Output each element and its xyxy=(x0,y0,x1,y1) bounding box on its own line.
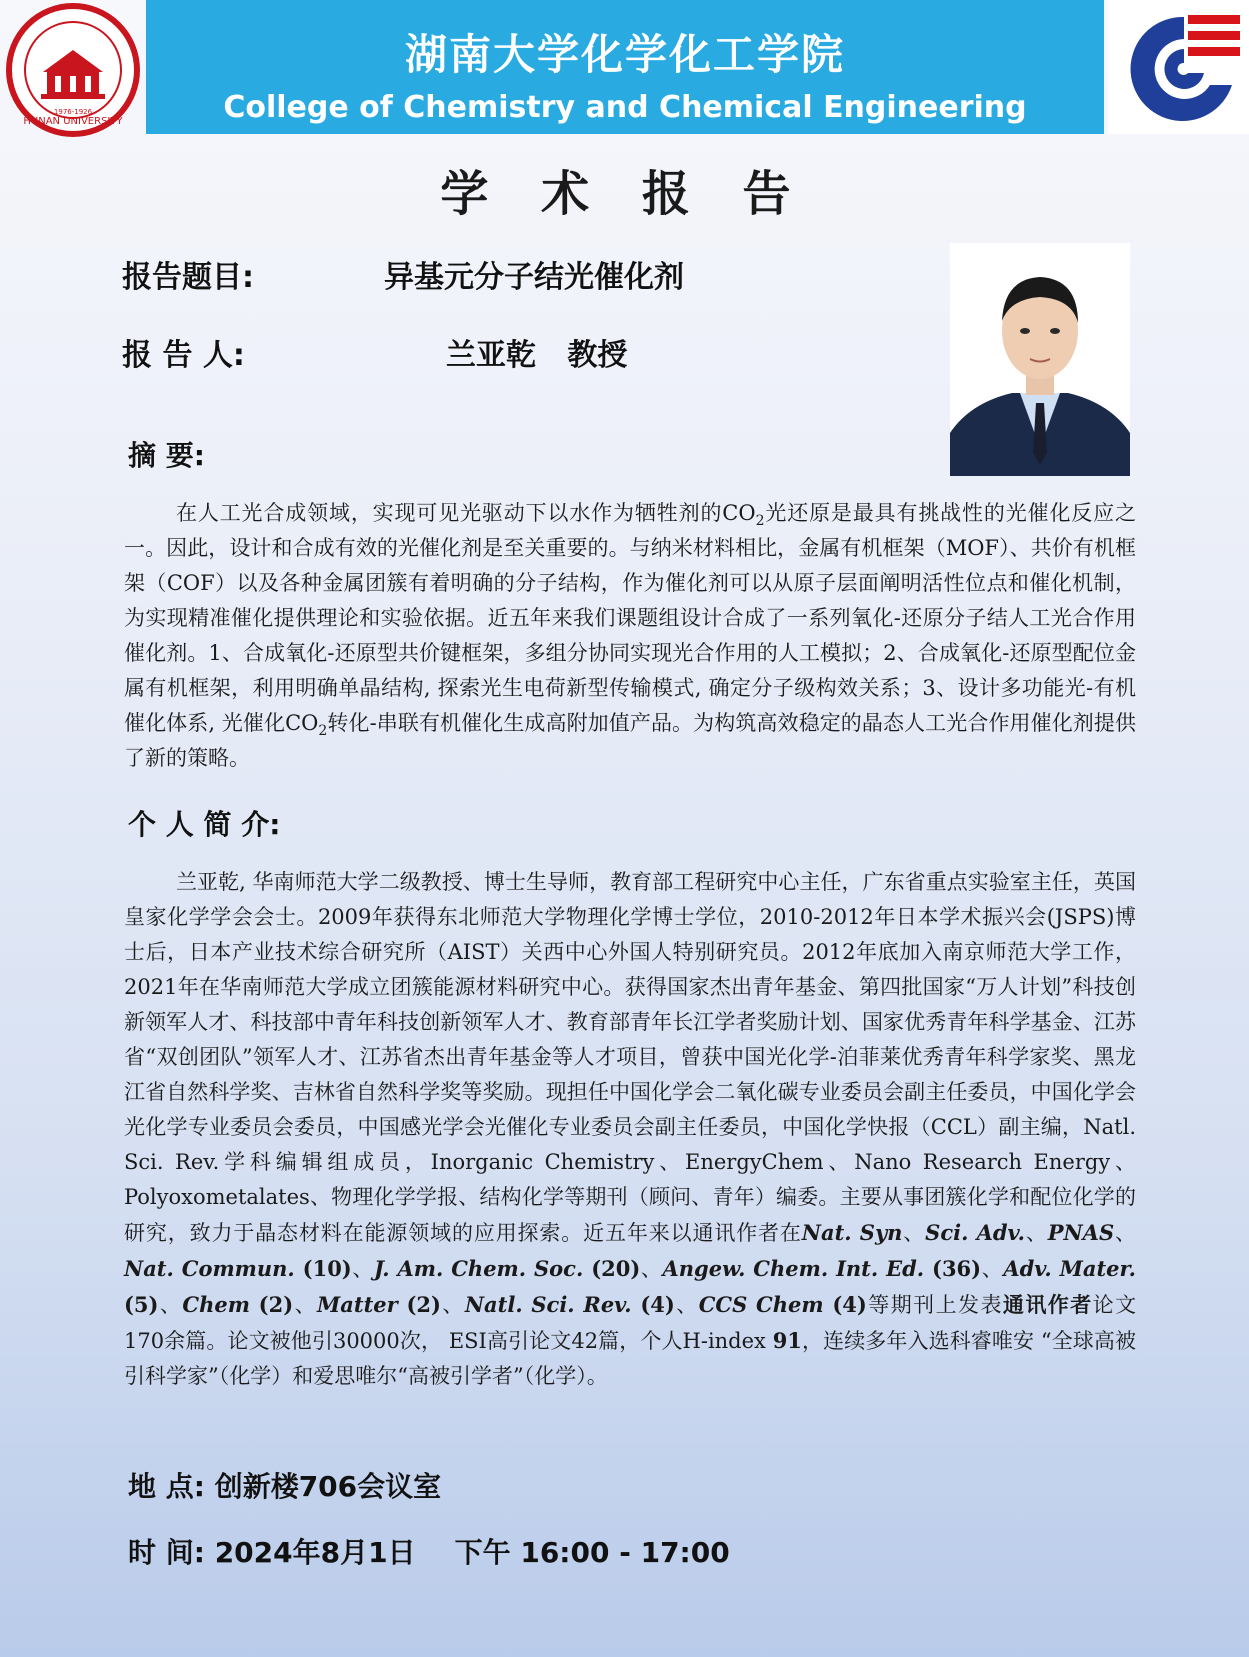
bio-sep: 、 xyxy=(158,1293,183,1317)
bio-part-4: 论文170余篇。论文被他引30000次， ESI高引论文42篇，个人H-index xyxy=(124,1293,1137,1353)
journal-matter: Matter xyxy=(317,1292,398,1317)
count-ccs-chem: (4) xyxy=(823,1292,867,1317)
page-title: 学 术 报 告 xyxy=(440,166,809,222)
journal-chem: Chem xyxy=(182,1292,250,1317)
bio-sep: 、 xyxy=(674,1293,699,1317)
speaker-label: 报 告 人: xyxy=(122,338,245,373)
abstract-part-1: 在人工光合成领域，实现可见光驱动下以水作为牺牲剂的CO xyxy=(176,501,756,525)
bio-part-1: 兰亚乾, 华南师范大学二级教授、博士生导师，教育部工程研究中心主任，广东省重点实验室主任，英国皇家化学学会会士。2009年获得东北师范大学物理化学博士学位，2010-2012年日本学术振兴会(JSPS)博士后，日本产业技术综合研究所（AIST）关西中心外国人特别研究员。2012年底加入南京师范大学工作，2021年在华南师范大学成立团簇能源材料研究中心。获得国家杰出青年基金、第四批国家“万人计划”科技创新领军人才、科技部中青年科技创新领军人才、教育部青年长江学者奖励计划、国家优秀青年科学基金、江苏省“双创团队”领军人才、江苏省杰出青年基金等人才项目，曾获中国光化学-泊菲莱优秀青年科学家奖、黑龙江省自然科学奖、吉林省自然科学奖等奖励。现担任中国化学会二氧化碳专业委员会副主任委员，中国化学会光化学专业委员会委员，中国感光学会光催化专业委员会副主任委员，中国化学快报（CCL）副主编，Natl. Sci. Rev.学科编辑组成员，Inorganic Chemistry、EnergyChem、Nano Research Energy、 Polyoxometalates、物理化学学报、结构化学等期刊（顾问、青年）编委。主要从事团簇化学和配位化学的研究，致力于晶态材料在能源领域的应用探索。近五年来以通讯作者在 xyxy=(124,870,1136,1245)
count-nat-commun: (10) xyxy=(294,1256,352,1281)
college-emblem-icon xyxy=(1108,0,1249,134)
seal-years: 1976-1926 xyxy=(53,108,92,116)
topic-label: 报告题目: xyxy=(122,260,254,295)
bio-label: 个 人 简 介: xyxy=(128,808,281,841)
journal-sci-adv: Sci. Adv. xyxy=(925,1220,1025,1245)
count-jacs: (20) xyxy=(583,1256,641,1281)
seal-text: HUNAN UNIVERSITY xyxy=(22,116,123,127)
abstract-text xyxy=(124,496,1136,776)
hunan-university-seal-icon xyxy=(0,0,145,140)
count-chem: (2) xyxy=(249,1292,294,1317)
h-index-value: 91 xyxy=(772,1328,802,1353)
bio-sep: 、 xyxy=(640,1257,663,1281)
college-name-cn: 湖南大学化学化工学院 xyxy=(404,30,845,79)
journal-nat-commun: Nat. Commun. xyxy=(124,1256,295,1281)
journal-adv-mater: Adv. Mater. xyxy=(1003,1256,1136,1281)
journal-pnas: PNAS xyxy=(1047,1220,1115,1245)
count-adv-mater: (5) xyxy=(124,1292,159,1317)
topic-value: 异基元分子结光催化剂 xyxy=(384,260,684,295)
bio-sep: 、 xyxy=(981,1257,1004,1281)
count-angew: (36) xyxy=(924,1256,982,1281)
header-band xyxy=(146,0,1104,134)
location-line xyxy=(128,1465,441,1505)
bio-text xyxy=(124,865,1136,1394)
location-value: 创新楼706会议室 xyxy=(214,1470,442,1503)
abstract-label: 摘 要: xyxy=(128,439,205,472)
time-label: 时 间: xyxy=(128,1536,205,1569)
bio-sep: 、 xyxy=(1114,1221,1137,1245)
abstract-part-3: 转化-串联有机催化生成高附加值产品。为构筑高效稳定的晶态人工光合作用催化剂提供了新的策略。 xyxy=(124,711,1136,770)
bio-sep: 、 xyxy=(902,1221,926,1245)
speaker-value: 兰亚乾 教授 xyxy=(446,338,628,373)
journal-natl-sci-rev: Natl. Sci. Rev. xyxy=(464,1292,632,1317)
location-label: 地 点: xyxy=(128,1470,205,1503)
count-natl-sci-rev: (4) xyxy=(631,1292,675,1317)
speaker-portrait-icon xyxy=(950,243,1130,476)
journal-ccs-chem: CCS Chem xyxy=(698,1292,824,1317)
count-matter: (2) xyxy=(397,1292,441,1317)
college-name-en: College of Chemistry and Chemical Engineering xyxy=(223,90,1027,125)
abstract-part-2: 光还原是最具有挑战性的光催化反应之一。因此，设计和合成有效的光催化剂是至关重要的。与纳米材料相比，金属有机框架（MOF）、共价有机框架（COF）以及各种金属团簇有着明确的分子结构，作为催化剂可以从原子层面阐明活性位点和催化机制，为实现精准催化提供理论和实验依据。近五年来我们课题组设计合成了一系列氧化-还原分子结人工光合作用催化剂。1、合成氧化-还原型共价键框架，多组分协同实现光合作用的人工模拟；2、合成氧化-还原型配位金属有机框架，利用明确单晶结构, 探索光生电荷新型传输模式, 确定分子级构效关系；3、设计多功能光-有机催化体系, 光催化CO xyxy=(124,501,1136,735)
bio-part-2: 等期刊上发表 xyxy=(866,1293,1003,1317)
bio-sep: 、 xyxy=(1024,1221,1048,1245)
journal-angew: Angew. Chem. Int. Ed. xyxy=(662,1256,925,1281)
journal-nat-syn: Nat. Syn xyxy=(801,1220,903,1245)
bio-sep: 、 xyxy=(293,1293,318,1317)
time-line xyxy=(128,1531,730,1571)
journal-jacs: J. Am. Chem. Soc. xyxy=(373,1256,584,1281)
abstract-sub-2: 2 xyxy=(318,723,328,740)
bio-sep: 、 xyxy=(351,1257,374,1281)
abstract-sub-1: 2 xyxy=(755,513,765,530)
corresponding-author-text: 通讯作者 xyxy=(1002,1292,1093,1317)
bio-sep: 、 xyxy=(440,1293,465,1317)
bio-part-6: ，连续多年入选科睿唯安 “全球高被引科学家”（化学）和爱思唯尔“高被引学者”（化学）。 xyxy=(124,1329,1136,1388)
time-value: 2024年8月1日 下午 16:00 - 17:00 xyxy=(214,1536,730,1569)
